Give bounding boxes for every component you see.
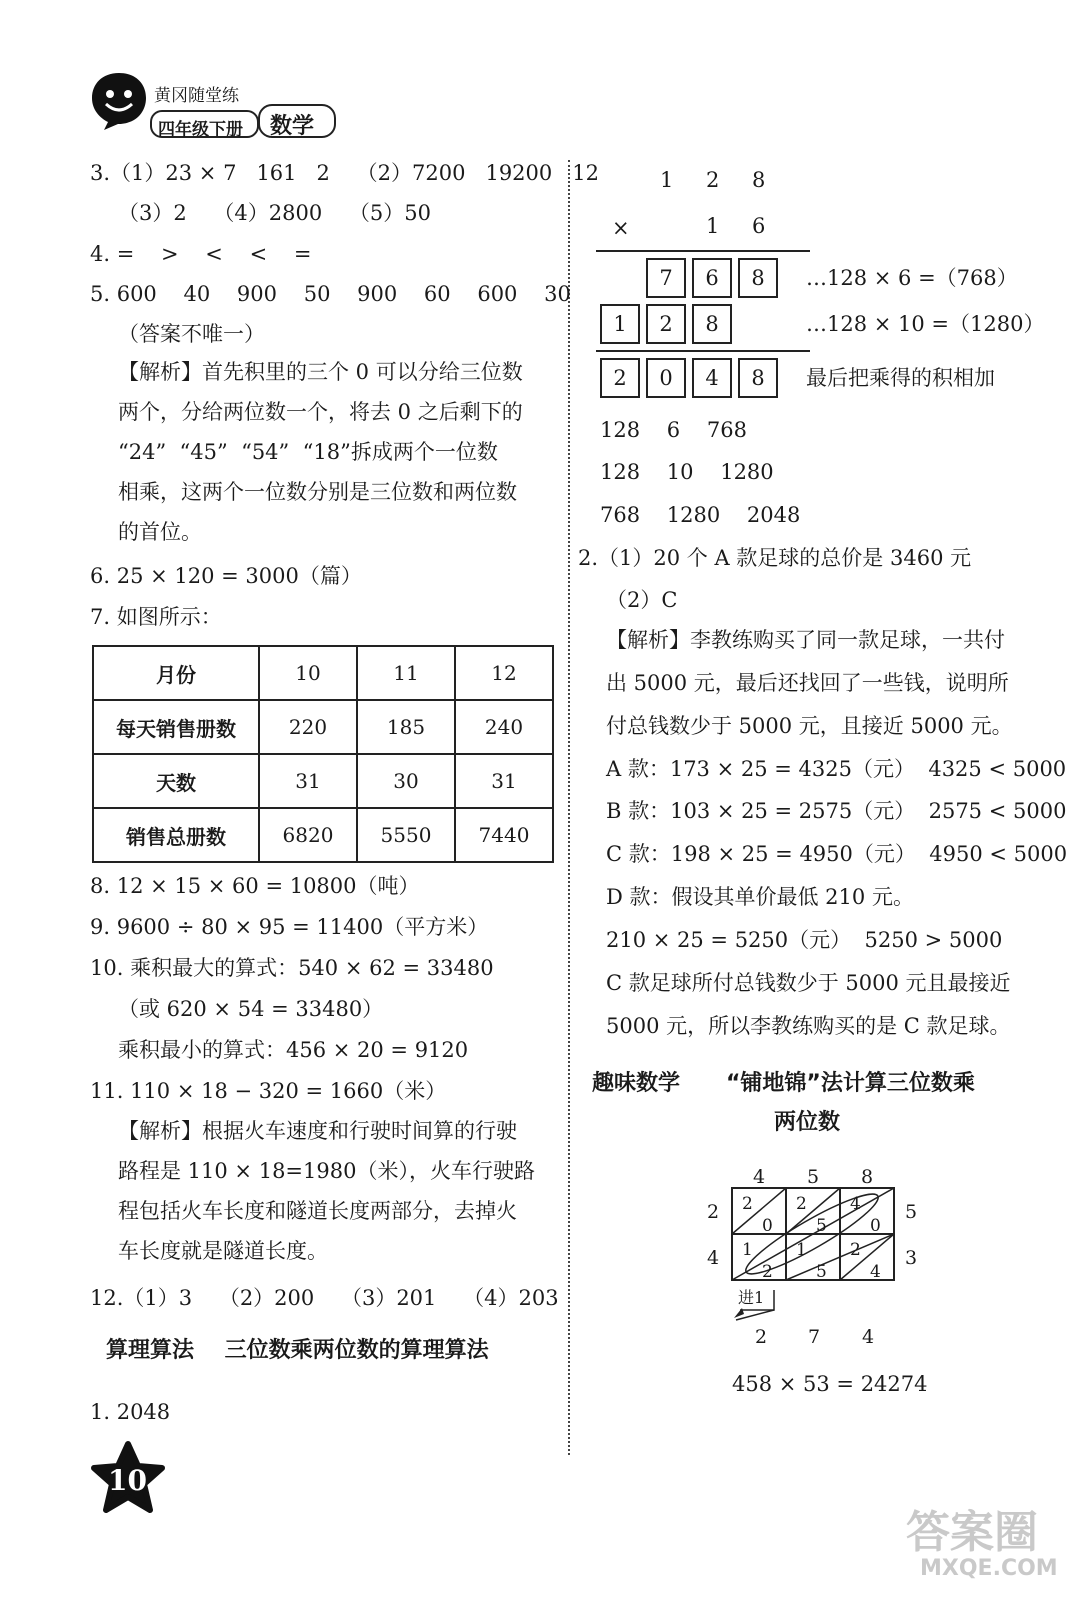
grid-left-digit: 2 — [707, 1201, 720, 1223]
note-1: …128 × 6 =（768） — [806, 266, 1018, 290]
grid-right-digit: 5 — [905, 1201, 918, 1223]
grid-bottom-digit: 2 — [755, 1326, 768, 1348]
q2-1: 2.（1）20 个 A 款足球的总价是 3460 元 — [578, 546, 972, 570]
digit-box: 2 — [646, 304, 686, 344]
header-subject-badge — [258, 104, 336, 138]
table-cell: 每天销售册数 — [93, 700, 259, 754]
digit-box: 1 — [600, 304, 640, 344]
mult-top-digit: 1 — [660, 168, 674, 192]
column-divider — [568, 160, 570, 1455]
note-2: …128 × 10 =（1280） — [806, 312, 1045, 336]
grid-bottom-digit: 7 — [808, 1326, 821, 1348]
mult-bottom-digit: 1 — [706, 214, 720, 238]
digit-box: 8 — [738, 358, 778, 398]
fun-math-title: 趣味数学 “铺地锦”法计算三位数乘 — [592, 1071, 975, 1096]
q2-A: A 款：173 × 25 = 4325（元） 4325 < 5000 — [606, 757, 1067, 781]
q5-line1: 5. 600 40 900 50 900 60 600 30 — [90, 282, 571, 306]
s1-answer: 1. 2048 — [90, 1400, 171, 1424]
q11-analysis-4: 车长度就是隧道长度。 — [118, 1239, 328, 1263]
lattice-digit: 1 — [796, 1240, 807, 1260]
digit-box: 4 — [692, 358, 732, 398]
lattice-digit: 2 — [762, 1262, 773, 1282]
digit-box: 8 — [738, 258, 778, 298]
digit-box: 2 — [600, 358, 640, 398]
table-cell: 销售总册数 — [93, 808, 259, 862]
lattice-digit: 5 — [816, 1262, 827, 1282]
mult-bottom-digit: 6 — [752, 214, 766, 238]
watermark-text: 答案圈 — [906, 1507, 1038, 1558]
lattice-result: 458 × 53 = 24274 — [732, 1372, 928, 1396]
sales-table — [92, 645, 554, 863]
lattice-digit: 1 — [742, 1240, 753, 1260]
page-number-badge — [88, 1440, 168, 1520]
table-cell: 10 — [259, 646, 357, 700]
q10-line3: 乘积最小的算式：456 × 20 = 9120 — [118, 1038, 469, 1062]
carry-label: 进1 — [738, 1288, 765, 1307]
q2-conclusion-2: 5000 元，所以李教练购买的是 C 款足球。 — [606, 1014, 1011, 1038]
header-subject: 数学 — [270, 114, 315, 139]
note-3: 最后把乘得的积相加 — [806, 366, 995, 390]
q2-2: （2）C — [606, 588, 678, 612]
sum-rule — [596, 350, 810, 352]
mult-top-digit: 8 — [752, 168, 766, 192]
q8: 8. 12 × 15 × 60 = 10800（吨） — [90, 874, 420, 898]
q7: 7. 如图所示： — [90, 605, 222, 629]
grid-left-digit: 4 — [707, 1247, 720, 1269]
lattice-digit: 2 — [796, 1194, 807, 1214]
mult-times-sign: × — [612, 216, 630, 240]
q5-analysis-2: 两个，分给两位数一个，将去 0 之后剩下的 — [118, 400, 523, 424]
table-cell: 天数 — [93, 754, 259, 808]
q2-D: D 款：假设其单价最低 210 元。 — [606, 885, 914, 909]
lattice-digit: 5 — [816, 1216, 827, 1236]
lattice-digit: 0 — [870, 1216, 881, 1236]
table-row — [93, 808, 553, 862]
table-cell: 月份 — [93, 646, 259, 700]
smiley-icon — [88, 70, 150, 132]
digit-box: 8 — [692, 304, 732, 344]
q6: 6. 25 × 120 = 3000（篇） — [90, 564, 362, 588]
lattice-digit: 4 — [870, 1262, 881, 1282]
q5-analysis-3: “24” “45” “54” “18”拆成两个一位数 — [118, 440, 498, 464]
fun-math-title-2: 两位数 — [774, 1110, 841, 1135]
table-cell: 31 — [259, 754, 357, 808]
digit-box: 6 — [692, 258, 732, 298]
grid-top-digit: 5 — [807, 1166, 820, 1188]
q2-analysis-3: 付总钱数少于 5000 元，且接近 5000 元。 — [606, 714, 1013, 738]
q9: 9. 9600 ÷ 80 × 95 = 11400（平方米） — [90, 915, 489, 939]
watermark-logo — [900, 1492, 1070, 1592]
q5-analysis-5: 的首位。 — [118, 520, 202, 544]
table-cell: 7440 — [455, 808, 553, 862]
q5-line2: （答案不唯一） — [118, 322, 265, 346]
q4: 4. = > < < = — [90, 242, 312, 266]
table-cell: 240 — [455, 700, 553, 754]
table-cell: 31 — [455, 754, 553, 808]
table-cell: 220 — [259, 700, 357, 754]
lattice-digit: 2 — [742, 1194, 753, 1214]
grid-top-digit: 8 — [861, 1166, 874, 1188]
grid-right-digit: 3 — [905, 1247, 918, 1269]
q2-C: C 款：198 × 25 = 4950（元） 4950 < 5000 — [606, 842, 1068, 866]
lattice-digit: 2 — [850, 1240, 861, 1260]
q2-D2: 210 × 25 = 5250（元） 5250 > 5000 — [606, 928, 1003, 952]
section-title: 算理算法 三位数乘两位数的算理算法 — [106, 1338, 489, 1363]
q5-analysis-4: 相乘，这两个一位数分别是三位数和两位数 — [118, 480, 517, 504]
header-series: 黄冈随堂练 — [154, 86, 239, 106]
q10-line2: （或 620 × 54 = 33480） — [118, 997, 384, 1021]
q11: 11. 110 × 18 − 320 = 1660（米） — [90, 1079, 447, 1103]
mult-rule — [596, 250, 810, 252]
header-grade: 四年级下册 — [158, 120, 243, 140]
table-cell: 5550 — [357, 808, 455, 862]
q11-analysis-1: 【解析】根据火车速度和行驶时间算的行驶 — [118, 1119, 517, 1143]
q2-analysis-2: 出 5000 元，最后还找回了一些钱，说明所 — [606, 671, 1009, 695]
table-cell: 6820 — [259, 808, 357, 862]
q3-line2: （3）2 （4）2800 （5）50 — [118, 201, 432, 225]
header-logo — [88, 70, 150, 130]
table-row — [93, 646, 553, 700]
r-line1: 128 6 768 — [600, 418, 747, 442]
table-row — [93, 754, 553, 808]
q2-conclusion-1: C 款足球所付总钱数少于 5000 元且最接近 — [606, 971, 1011, 995]
r-line2: 128 10 1280 — [600, 460, 774, 484]
q3-line1: 3.（1）23 × 7 161 2 （2）7200 19200 12 — [90, 161, 600, 185]
page-number: 10 — [108, 1464, 147, 1497]
table-row — [93, 700, 553, 754]
header-grade-badge — [150, 110, 259, 138]
q11-analysis-3: 程包括火车长度和隧道长度两部分，去掉火 — [118, 1199, 517, 1223]
mult-top-digit: 2 — [706, 168, 720, 192]
q2-B: B 款：103 × 25 = 2575（元） 2575 < 5000 — [606, 799, 1067, 823]
q11-analysis-2: 路程是 110 × 18=1980（米），火车行驶路 — [118, 1159, 535, 1183]
q5-analysis-1: 【解析】首先积里的三个 0 可以分给三位数 — [118, 360, 523, 384]
q2-analysis-1: 【解析】李教练购买了同一款足球，一共付 — [606, 628, 1005, 652]
lattice-digit: 4 — [850, 1194, 861, 1214]
lattice-digit: 0 — [762, 1216, 773, 1236]
q10-line1: 10. 乘积最大的算式：540 × 62 = 33480 — [90, 956, 494, 980]
table-cell: 11 — [357, 646, 455, 700]
r-line3: 768 1280 2048 — [600, 503, 801, 527]
digit-box: 0 — [646, 358, 686, 398]
table-cell: 185 — [357, 700, 455, 754]
watermark-url: MXQE.COM — [920, 1556, 1058, 1581]
grid-bottom-digit: 4 — [862, 1326, 875, 1348]
table-cell: 12 — [455, 646, 553, 700]
q12: 12.（1）3 （2）200 （3）201 （4）203 — [90, 1286, 559, 1310]
grid-top-digit: 4 — [753, 1166, 766, 1188]
table-cell: 30 — [357, 754, 455, 808]
digit-box: 7 — [646, 258, 686, 298]
